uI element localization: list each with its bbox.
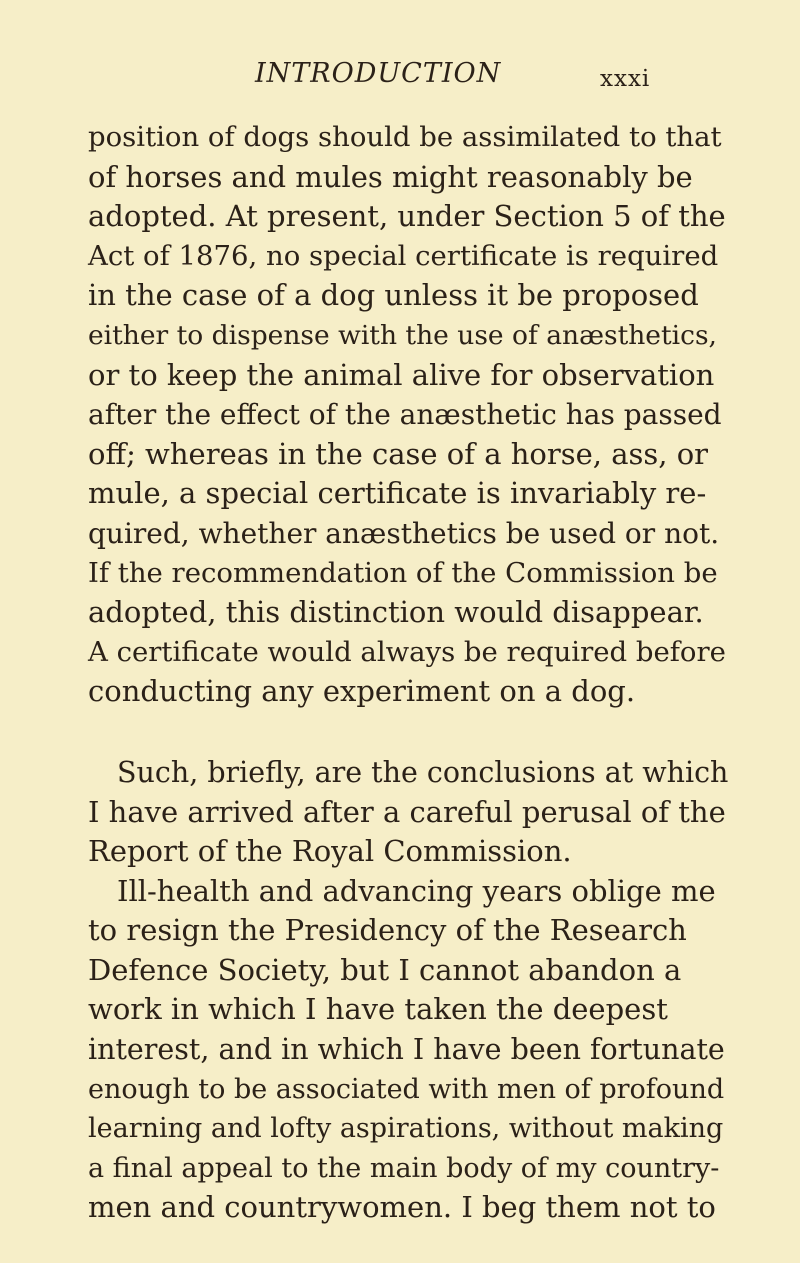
- text-line: A certificate would always be required before: [88, 635, 726, 668]
- text-line: Report of the Royal Commission.: [88, 834, 572, 869]
- text-line: interest, and in which I have been fortunate: [88, 1033, 725, 1067]
- text-line: I have arrived after a careful perusal of the: [88, 794, 726, 829]
- text-line: Act of 1876, no special certificate is required: [88, 239, 719, 272]
- page-header: [0, 58, 800, 98]
- text-line: or to keep the animal alive for observation: [88, 357, 715, 392]
- paragraph-3: [88, 872, 728, 1228]
- page-number: xxxi: [600, 66, 651, 92]
- text-line: conducting any experiment on a dog.: [88, 674, 636, 709]
- text-line: Ill-health and advancing years oblige me: [117, 873, 716, 908]
- text-line: to resign the Presidency of the Research: [88, 913, 687, 948]
- running-title: INTRODUCTION: [255, 58, 502, 89]
- text-line: adopted, this distinction would disappear.: [88, 595, 704, 630]
- text-line: of horses and mules might reasonably be: [88, 159, 693, 194]
- text-line: quired, whether anæsthetics be used or not.: [88, 516, 720, 550]
- paragraph-2: [88, 753, 728, 872]
- text-line: work in which I have taken the deepest: [88, 992, 668, 1027]
- text-line: adopted. At present, under Section 5 of the: [88, 199, 726, 234]
- text-line: Defence Society, but I cannot abandon a: [88, 952, 682, 987]
- text-line: mule, a special certificate is invariably re-: [88, 476, 707, 511]
- text-line: If the recommendation of the Commission be: [88, 556, 718, 589]
- text-line: men and countrywomen. I beg them not to: [88, 1190, 716, 1225]
- text-line: after the effect of the anæsthetic has passed: [88, 398, 722, 432]
- text-line: off; whereas in the case of a horse, ass, or: [88, 436, 709, 471]
- text-line: Such, briefly, are the conclusions at which: [117, 755, 729, 789]
- text-line: enough to be associated with men of profound: [88, 1073, 725, 1105]
- text-line: in the case of a dog unless it be proposed: [88, 278, 699, 313]
- text-line: learning and lofty aspirations, without making: [88, 1113, 724, 1145]
- text-line: position of dogs should be assimilated to that: [88, 121, 722, 153]
- text-line: either to dispense with the use of anæsthetics,: [88, 319, 717, 351]
- text-line: a final appeal to the main body of my country-: [88, 1152, 720, 1184]
- body-text: [88, 118, 728, 1228]
- paragraph-1: [88, 118, 728, 712]
